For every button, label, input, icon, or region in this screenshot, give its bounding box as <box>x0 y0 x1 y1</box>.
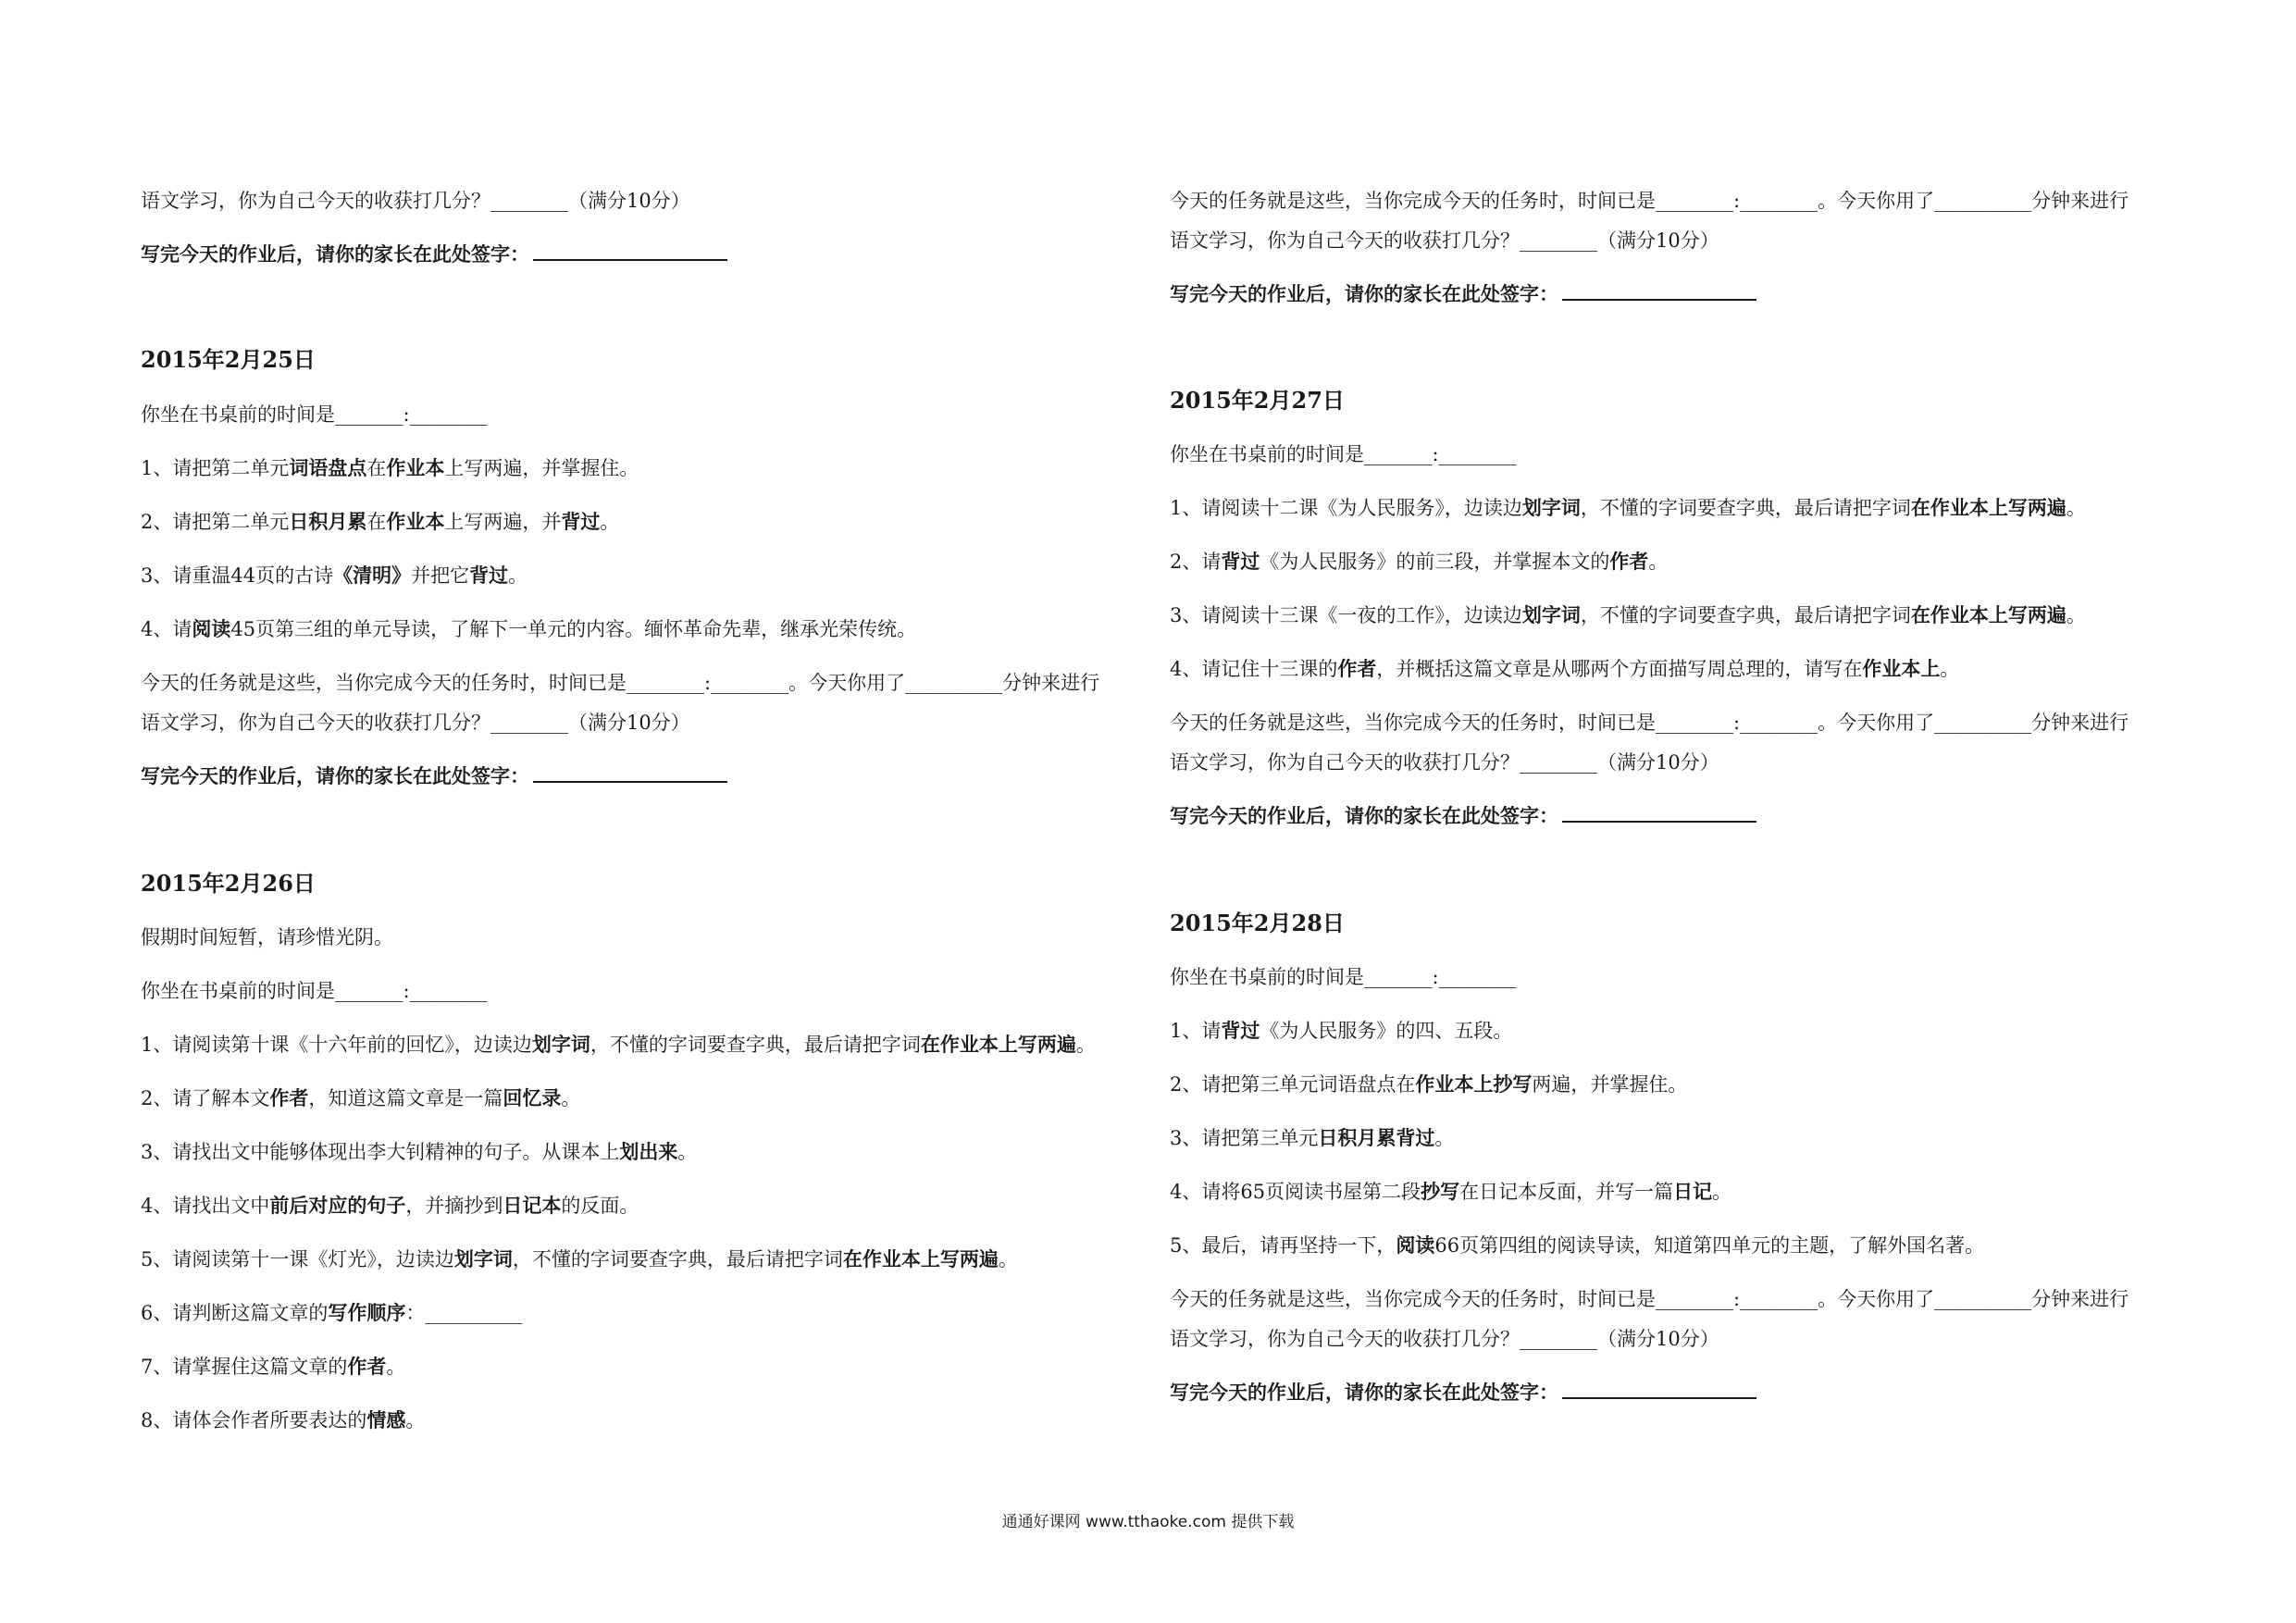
bold-keyword: 作者 <box>347 1355 387 1378</box>
task-line <box>1170 655 1959 683</box>
signature-label: 写完今天的作业后，请你的家长在此处签字： <box>1170 1381 1558 1404</box>
text-segment: 。 <box>1648 551 1669 573</box>
bold-keyword: 划字词 <box>1521 496 1581 519</box>
text-segment: ，不懂的字词要查字典，最后请把字词 <box>1580 497 1911 519</box>
task-line <box>141 454 639 482</box>
task-line <box>1170 494 2086 522</box>
bold-keyword: 情感 <box>366 1408 406 1431</box>
bold-keyword: 日记 <box>1673 1180 1713 1203</box>
parent-signature-line <box>1170 280 1756 308</box>
bold-keyword: 在作业本上写两遍 <box>920 1033 1076 1056</box>
text-segment: 45页第三组的单元导读，了解下一单元的内容。缅怀革命先辈，继承光荣传统。 <box>230 618 917 640</box>
task-line <box>141 187 690 215</box>
task-line <box>141 923 393 951</box>
bold-keyword: 日记本 <box>503 1194 562 1217</box>
bold-keyword: 抄写 <box>1421 1180 1460 1203</box>
bold-keyword: 阅读 <box>1396 1233 1435 1257</box>
parent-signature-line <box>1170 802 1756 830</box>
bold-keyword: 《清明》 <box>333 564 412 587</box>
bold-keyword: 阅读 <box>192 617 231 640</box>
text-segment: 语文学习，你为自己今天的收获打几分？________（满分10分） <box>141 190 690 212</box>
text-segment: 。 <box>561 1087 581 1109</box>
bold-keyword: 日积月累背过 <box>1318 1126 1435 1149</box>
parent-signature-line <box>141 762 727 790</box>
text-segment: 5、最后，请再坚持一下， <box>1170 1234 1396 1257</box>
entry-date: 2015年2月25日 <box>141 346 316 373</box>
text-segment: 今天的任务就是这些，当你完成今天的任务时，时间已是________:________。今天你用了__________分钟来进行 <box>1170 712 2129 734</box>
bold-keyword: 划字词 <box>453 1247 513 1270</box>
text-segment: 2、请了解本文 <box>141 1087 270 1109</box>
task-line <box>141 1138 697 1166</box>
signature-blank <box>1562 1379 1756 1399</box>
task-line <box>1170 1017 1512 1045</box>
task-line <box>1170 1124 1454 1152</box>
text-segment: 。 <box>386 1356 406 1378</box>
task-line <box>141 1353 405 1381</box>
bold-keyword: 划字词 <box>1521 603 1581 626</box>
text-segment: 并把它 <box>411 564 470 587</box>
text-segment: 3、请找出文中能够体现出李大钊精神的句子。从课本上 <box>141 1141 620 1163</box>
signature-blank <box>533 762 727 783</box>
text-segment: 语文学习，你为自己今天的收获打几分？________（满分10分） <box>141 712 690 734</box>
task-line <box>1170 1071 1687 1098</box>
text-segment: 上写两遍，并掌握住。 <box>444 457 639 479</box>
text-segment: ，知道这篇文章是一篇 <box>308 1087 503 1109</box>
text-segment: 今天的任务就是这些，当你完成今天的任务时，时间已是________:________。今天你用了__________分钟来进行 <box>1170 190 2129 212</box>
bold-keyword: 背过 <box>561 510 601 533</box>
bold-keyword: 作者 <box>269 1086 309 1109</box>
text-segment: 2、请把第三单元词语盘点在 <box>1170 1073 1416 1096</box>
task-line <box>141 615 916 643</box>
bold-keyword: 背过 <box>1221 1019 1260 1042</box>
text-segment: ，并概括这篇文章是从哪两个方面描写周总理的，请写在 <box>1376 658 1863 680</box>
task-line <box>1170 227 1719 254</box>
task-line <box>141 1192 639 1220</box>
text-segment: 6、请判断这篇文章的 <box>141 1302 329 1324</box>
footer-credit: 通通好课网 www.tthaoke.com 提供下载 <box>1001 1513 1295 1531</box>
text-segment: 。 <box>508 564 528 587</box>
entry-date: 2015年2月26日 <box>141 870 316 897</box>
text-segment: ：__________ <box>405 1302 523 1324</box>
text-segment: 4、请记住十三课的 <box>1170 658 1338 680</box>
text-segment: 。 <box>677 1141 698 1163</box>
text-segment: 语文学习，你为自己今天的收获打几分？________（满分10分） <box>1170 229 1719 252</box>
text-segment: 。 <box>998 1248 1018 1270</box>
text-segment: 你坐在书桌前的时间是_______:________ <box>1170 443 1517 465</box>
bold-keyword: 作业本 <box>386 510 445 533</box>
text-segment: 4、请 <box>141 618 192 640</box>
bold-keyword: 作业本上抄写 <box>1415 1072 1533 1096</box>
text-segment: 3、请阅读十三课《一夜的工作》，边读边 <box>1170 604 1522 626</box>
text-segment: 。 <box>2066 604 2086 626</box>
text-segment: 《为人民服务》的四、五段。 <box>1260 1020 1513 1042</box>
text-segment: 2、请把第二单元 <box>141 511 290 533</box>
text-segment: 的反面。 <box>561 1195 639 1217</box>
text-segment: 。 <box>600 511 620 533</box>
bold-keyword: 前后对应的句子 <box>269 1194 406 1217</box>
bold-keyword: 回忆录 <box>503 1086 562 1109</box>
signature-blank <box>1562 280 1756 301</box>
bold-keyword: 作者 <box>1337 657 1377 680</box>
signature-label: 写完今天的作业后，请你的家长在此处签字： <box>141 242 529 266</box>
task-line <box>141 669 1099 697</box>
signature-label: 写完今天的作业后，请你的家长在此处签字： <box>141 764 529 787</box>
entry-date: 2015年2月27日 <box>1170 387 1345 414</box>
text-segment: 。 <box>1434 1127 1455 1149</box>
bold-keyword: 作者 <box>1609 550 1649 573</box>
text-segment: 今天的任务就是这些，当你完成今天的任务时，时间已是________:________。今天你用了__________分钟来进行 <box>1170 1288 2129 1310</box>
task-line <box>1170 749 1719 776</box>
text-segment: 。 <box>2066 497 2086 519</box>
parent-signature-line <box>1170 1379 1756 1406</box>
text-segment: 5、请阅读第十一课《灯光》，边读边 <box>141 1248 454 1270</box>
signature-blank <box>533 241 727 261</box>
text-segment: 在 <box>366 511 387 533</box>
text-segment: 3、请把第三单元 <box>1170 1127 1319 1149</box>
text-segment: 。 <box>405 1409 426 1431</box>
task-line <box>141 1299 522 1327</box>
task-line <box>1170 709 2128 737</box>
bold-keyword: 日积月累 <box>289 510 367 533</box>
text-segment: ，不懂的字词要查字典，最后请把字词 <box>1580 604 1911 626</box>
text-segment: 上写两遍，并 <box>444 511 562 533</box>
text-segment: 66页第四组的阅读导读，知道第四单元的主题，了解外国名著。 <box>1434 1234 1985 1257</box>
task-line <box>1170 440 1517 468</box>
text-segment: 你坐在书桌前的时间是_______:________ <box>141 980 488 1002</box>
bold-keyword: 写作顺序 <box>328 1301 406 1324</box>
bold-keyword: 在作业本上写两遍 <box>1910 496 2066 519</box>
text-segment: 1、请阅读第十课《十六年前的回忆》，边读边 <box>141 1034 532 1056</box>
signature-label: 写完今天的作业后，请你的家长在此处签字： <box>1170 804 1558 827</box>
text-segment: ，不懂的字词要查字典，最后请把字词 <box>512 1248 843 1270</box>
text-segment: ，并摘抄到 <box>405 1195 503 1217</box>
task-line <box>1170 963 1517 991</box>
task-line <box>141 709 690 737</box>
task-line <box>141 508 619 536</box>
text-segment: 你坐在书桌前的时间是_______:________ <box>1170 966 1517 988</box>
bold-keyword: 作业本上 <box>1862 657 1941 680</box>
bold-keyword: 词语盘点 <box>289 456 367 479</box>
bold-keyword: 作业本 <box>386 456 445 479</box>
text-segment: 1、请阅读十二课《为人民服务》，边读边 <box>1170 497 1522 519</box>
task-line <box>141 1031 1096 1059</box>
task-line <box>141 1084 580 1112</box>
parent-signature-line <box>141 241 727 268</box>
signature-blank <box>1562 802 1756 823</box>
bold-keyword: 在作业本上写两遍 <box>842 1247 999 1270</box>
signature-label: 写完今天的作业后，请你的家长在此处签字： <box>1170 282 1558 305</box>
task-line <box>1170 601 2086 629</box>
text-segment: 你坐在书桌前的时间是_______:________ <box>141 403 488 426</box>
task-line <box>141 977 488 1005</box>
text-segment: 8、请体会作者所要表达的 <box>141 1409 367 1431</box>
text-segment: 在日记本反面，并写一篇 <box>1459 1181 1674 1203</box>
bold-keyword: 在作业本上写两遍 <box>1910 603 2066 626</box>
bold-keyword: 背过 <box>469 564 509 587</box>
bold-keyword: 背过 <box>1221 550 1260 573</box>
task-line <box>1170 187 2128 215</box>
task-line <box>141 1245 1018 1273</box>
text-segment: ，不懂的字词要查字典，最后请把字词 <box>590 1034 921 1056</box>
task-line <box>141 401 488 428</box>
bold-keyword: 划出来 <box>619 1140 678 1163</box>
text-segment: 语文学习，你为自己今天的收获打几分？________（满分10分） <box>1170 1328 1719 1350</box>
text-segment: 语文学习，你为自己今天的收获打几分？________（满分10分） <box>1170 751 1719 774</box>
text-segment: 2、请 <box>1170 551 1222 573</box>
text-segment: 1、请把第二单元 <box>141 457 290 479</box>
text-segment: 。 <box>1940 658 1960 680</box>
task-line <box>141 1406 425 1434</box>
text-segment: 3、请重温44页的古诗 <box>141 564 334 587</box>
text-segment: 《为人民服务》的前三段，并掌握本文的 <box>1260 551 1610 573</box>
task-line <box>1170 1178 1731 1206</box>
text-segment: 4、请将65页阅读书屋第二段 <box>1170 1181 1421 1203</box>
text-segment: 。 <box>1712 1181 1732 1203</box>
text-segment: 1、请 <box>1170 1020 1222 1042</box>
text-segment: 在 <box>366 457 387 479</box>
task-line <box>1170 1232 1984 1259</box>
text-segment: 两遍，并掌握住。 <box>1532 1073 1688 1096</box>
text-segment: 假期时间短暂，请珍惜光阴。 <box>141 926 393 948</box>
text-segment: 今天的任务就是这些，当你完成今天的任务时，时间已是________:________。今天你用了__________分钟来进行 <box>141 672 1100 694</box>
text-segment: 4、请找出文中 <box>141 1195 270 1217</box>
text-segment: 。 <box>1075 1034 1096 1056</box>
task-line <box>1170 1325 1719 1353</box>
task-line <box>141 562 527 589</box>
task-line <box>1170 1285 2128 1313</box>
bold-keyword: 划字词 <box>531 1033 590 1056</box>
entry-date: 2015年2月28日 <box>1170 910 1345 936</box>
task-line <box>1170 548 1668 576</box>
text-segment: 7、请掌握住这篇文章的 <box>141 1356 348 1378</box>
